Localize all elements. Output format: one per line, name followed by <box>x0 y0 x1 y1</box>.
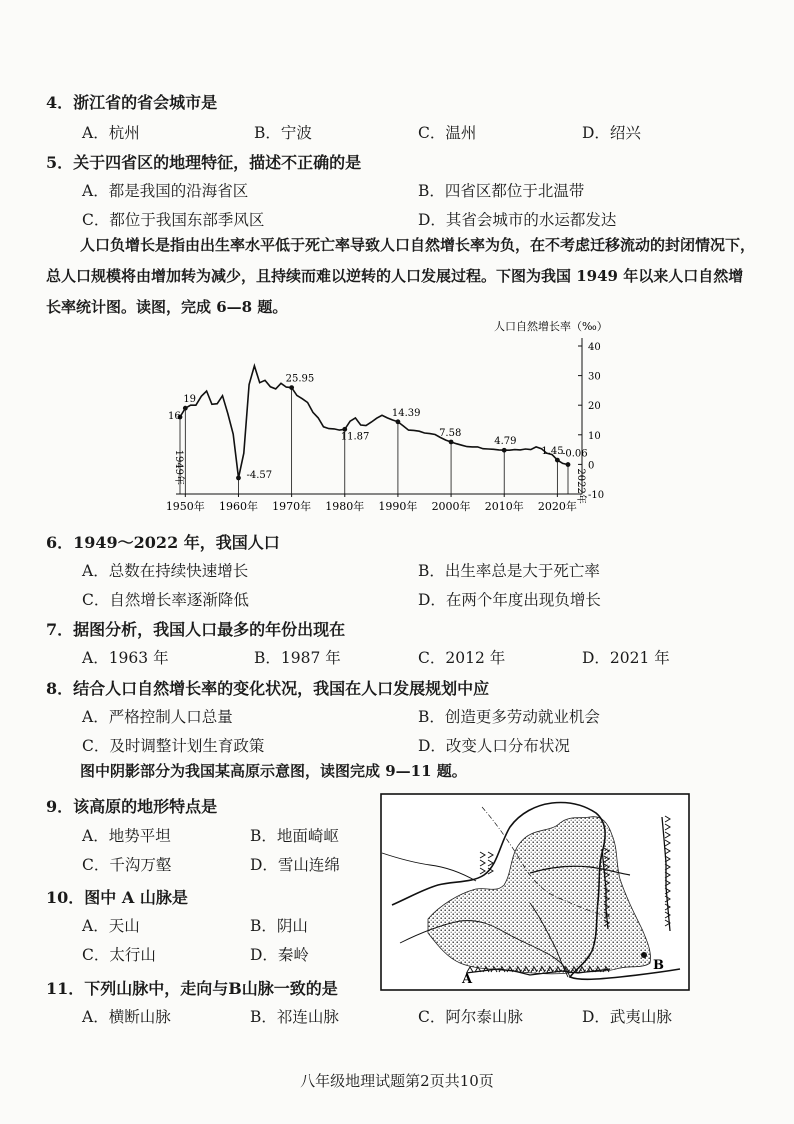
q4-option-b: B．宁波 <box>254 124 312 142</box>
data-label-1970: 25.95 <box>285 373 315 385</box>
x-tick-label-1990: 1990年 <box>378 500 418 513</box>
data-point-1970 <box>289 385 294 390</box>
data-label-2022: -0.06 <box>562 448 588 460</box>
q11-option-d: D．武夷山脉 <box>582 1008 672 1026</box>
q8-option-c: C．及时调整计划生育政策 <box>82 737 265 755</box>
data-label-1980: 11.87 <box>340 431 370 443</box>
q10-option-c: C．太行山 <box>82 946 156 964</box>
data-label-1960: -4.57 <box>246 469 273 481</box>
q7-option-d: D．2021 年 <box>582 649 670 667</box>
question-7-stem: 7．据图分析，我国人口最多的年份出现在 <box>46 620 346 639</box>
data-point-2010 <box>502 448 507 453</box>
q9-option-a: A．地势平坦 <box>82 827 171 845</box>
x-tick-label-1960: 1960年 <box>218 500 258 513</box>
end-year-label: 2022年 <box>575 468 586 504</box>
q11-option-a: A．横断山脉 <box>82 1008 171 1026</box>
x-tick-label-1970: 1970年 <box>272 500 312 513</box>
q5-option-d: D．其省会城市的水运都发达 <box>418 211 617 229</box>
question-5-stem: 5．关于四省区的地理特征，描述不正确的是 <box>46 153 362 172</box>
q5-option-a: A．都是我国的沿海省区 <box>82 182 249 200</box>
q8-option-b: B．创造更多劳动就业机会 <box>418 708 600 726</box>
q6-option-b: B．出生率总是大于死亡率 <box>418 562 600 580</box>
q7-option-c: C．2012 年 <box>418 649 506 667</box>
y-tick-label-30: 30 <box>588 371 601 383</box>
data-point-2020 <box>555 458 560 463</box>
data-label-2020: 1.45 <box>541 446 564 458</box>
series-line-growth-rate <box>180 366 568 478</box>
intro-paragraph-9-11: 图中阴影部分为我国某高原示意图，读图完成 9—11 题。 <box>80 762 467 780</box>
q7-option-a: A．1963 年 <box>82 649 169 667</box>
x-tick-label-2010: 2010年 <box>484 500 524 513</box>
question-10-stem: 10．图中 A 山脉是 <box>46 888 188 907</box>
question-6-stem: 6．1949～2022 年，我国人口 <box>46 533 280 552</box>
data-label-1990: 14.39 <box>391 407 421 419</box>
intro-paragraph-6-8: 人口负增长是指由出生率水平低于死亡率导致人口自然增长率为负，在不考虑迁移流动的封闭情况下，总人口规模将由增加转为减少，且持续而难以逆转的人口发展过程。下图为我国 1949 年以来人口自然增长率统计图。读图，完成 6—8 题。 <box>46 236 756 316</box>
question-8-stem: 8．结合人口自然增长率的变化状况，我国在人口发展规划中应 <box>46 679 490 698</box>
city-point <box>641 952 647 958</box>
y-tick-label--10: -10 <box>588 490 605 501</box>
question-11-stem: 11．下列山脉中，走向与B山脉一致的是 <box>46 979 338 998</box>
q5-option-c: C．都位于我国东部季风区 <box>82 211 265 229</box>
data-point-2022 <box>566 462 571 467</box>
data-point-1960 <box>236 476 241 481</box>
data-point-1990 <box>396 419 401 424</box>
x-tick-label-1980: 1980年 <box>325 500 365 513</box>
data-label-1950: 19 <box>183 394 197 406</box>
page-footer: 八年级地理试题第2页共10页 <box>300 1072 494 1090</box>
q4-option-a: A．杭州 <box>82 124 140 142</box>
map-label-b: B <box>653 958 664 973</box>
y-tick-label-40: 40 <box>588 342 601 353</box>
y-tick-label-0: 0 <box>588 460 595 472</box>
q6-option-c: C．自然增长率逐渐降低 <box>82 591 249 609</box>
x-tick-label-1950: 1950年 <box>165 500 205 513</box>
data-label-2000: 7.58 <box>439 427 462 439</box>
q4-option-d: D．绍兴 <box>582 124 641 142</box>
q9-option-b: B．地面崎岖 <box>250 827 339 845</box>
q6-option-d: D．在两个年度出现负增长 <box>418 591 601 609</box>
x-tick-label-2000: 2000年 <box>431 500 471 513</box>
q5-option-b: B．四省区都位于北温带 <box>418 182 585 200</box>
q4-option-c: C．温州 <box>418 124 477 142</box>
start-year-label: 1949年 <box>173 449 184 486</box>
x-tick-labels <box>166 494 577 513</box>
q9-option-d: D．雪山连绵 <box>250 856 340 874</box>
q10-option-b: B．阴山 <box>250 917 308 935</box>
x-tick-label-2020: 2020年 <box>537 500 577 513</box>
data-point-1950 <box>183 406 188 411</box>
question-9-stem: 9．该高原的地形特点是 <box>46 797 218 816</box>
plateau-map <box>380 793 690 991</box>
question-4-stem: 4．浙江省的省会城市是 <box>46 93 218 112</box>
q11-option-b: B．祁连山脉 <box>250 1008 339 1026</box>
data-label-1949: 16 <box>168 411 181 423</box>
q10-option-a: A．天山 <box>82 917 140 935</box>
data-point-2000 <box>449 440 454 445</box>
q6-option-a: A．总数在持续快速增长 <box>82 562 249 580</box>
y-tick-label-10: 10 <box>588 430 601 442</box>
map-label-a: A <box>462 972 473 987</box>
y-tick-label-20: 20 <box>588 401 601 413</box>
y-axis-label: 人口自然增长率（‰） <box>494 320 608 333</box>
q9-option-c: C．千沟万壑 <box>82 856 172 874</box>
population-growth-chart <box>150 316 630 524</box>
q7-option-b: B．1987 年 <box>254 649 341 667</box>
q11-option-c: C．阿尔泰山脉 <box>418 1008 523 1026</box>
data-label-2010: 4.79 <box>494 436 517 448</box>
q8-option-a: A．严格控制人口总量 <box>82 708 233 726</box>
q8-option-d: D．改变人口分布状况 <box>418 737 570 755</box>
q10-option-d: D．秦岭 <box>250 946 309 964</box>
